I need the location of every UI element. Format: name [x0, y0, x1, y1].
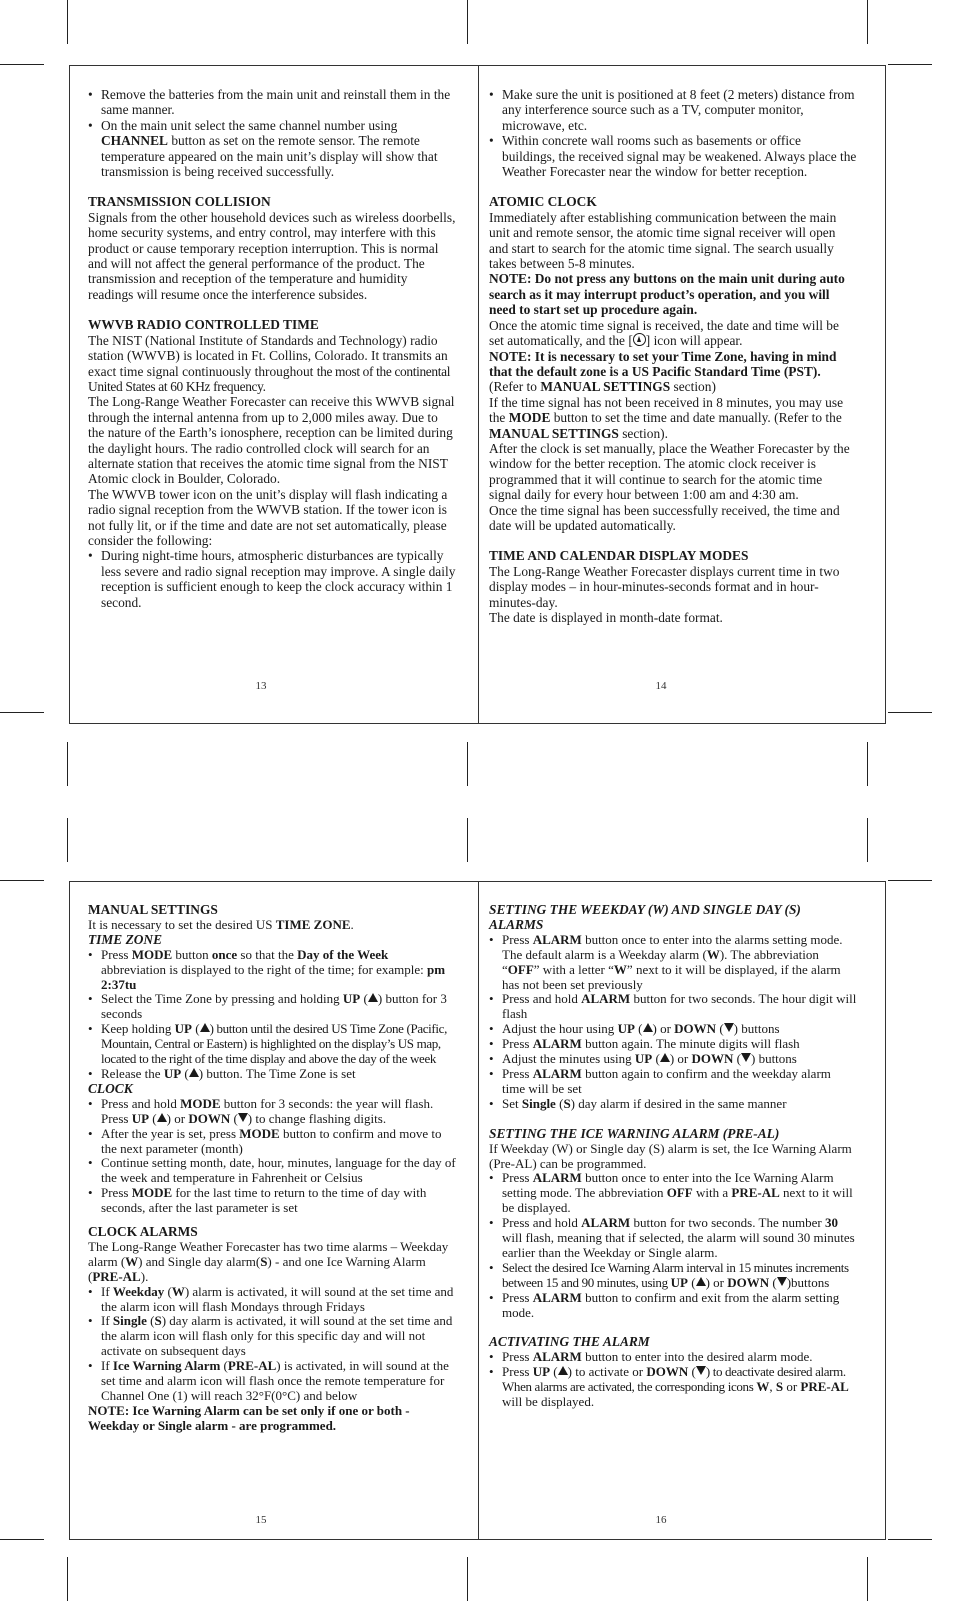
list-item: • Remove the batteries from the main unit and reinstall them in the same manner.: [88, 87, 456, 118]
up-arrow-icon: [643, 1023, 653, 1032]
list-item: • Within concrete wall rooms such as basements or office buildings, the received signal may be weakened. Always place the Weather Forecaster near the window for better reception.: [489, 133, 857, 179]
page-number: 14: [655, 680, 667, 692]
sheet-bottom: [69, 881, 886, 1540]
page-divider: [478, 66, 479, 723]
paragraph: The Long-Range Weather Forecaster displays current time in two display modes – in hour-minutes-seconds format and in hour-minutes-day.: [489, 563, 840, 610]
bullet-list: [88, 1285, 456, 1404]
paragraph: If Weekday (W) or Single day (S) alarm is set, the Ice Warning Alarm (Pre-AL) can be programmed.: [489, 1140, 852, 1171]
bullet-list: [489, 1171, 857, 1320]
subsection-heading: TIME ZONE: [88, 931, 163, 947]
list-item: • Press ALARM button once to enter into the alarms setting mode. The default alarm is a Weekday alarm (W). The abbreviation “OFF” with a letter “W” next to it will be displayed, if the alarm has not been set previously: [489, 933, 857, 993]
list-item: • Keep holding UP ( ) button until the desired US Time Zone (Pacific, Mountain, Central or Eastern) is highlighted on the display’s US map, located to the right of the time display and above the day of the week: [88, 1022, 456, 1067]
list-item: • On the main unit select the same channel number using CHANNEL button as set on the remote sensor. The remote temperature appeared on the main unit’s display will show that transmission is being received successfully.: [88, 118, 456, 180]
crop-mark: [867, 818, 868, 862]
down-arrow-icon: [777, 1277, 787, 1286]
list-item: • Select the desired Ice Warning Alarm interval in 15 minutes increments between 15 and 90 minutes, using UP ( ) or DOWN ( )buttons: [489, 1261, 857, 1291]
paragraph: The WWVB tower icon on the unit’s display will flash indicating a radio signal reception from the WWVB station. If the tower icon is not fully lit, or if the time and date are not set automatically, please consider the following:: [88, 486, 448, 548]
note: NOTE: Do not press any buttons on the main unit during auto search as it may interrupt product’s operation, and you will need to start set up procedure again.: [489, 271, 845, 318]
note: NOTE: Ice Warning Alarm can be set only if one or both - Weekday or Single alarm - are programmed.: [88, 1402, 410, 1433]
bullet-list: [489, 933, 857, 1112]
list-item: • If Ice Warning Alarm (PRE-AL) is activated, in will sound at the set time and alarm icon will flash once the remote temperature for Channel One (1) will reach 32°F(0°C) and below: [88, 1359, 456, 1404]
list-item: • Make sure the unit is positioned at 8 feet (2 meters) distance from any interference source such as a TV, computer monitor, microwave, etc.: [489, 87, 857, 133]
crop-mark: [467, 1557, 468, 1601]
list-item: • Press UP ( ) to activate or DOWN ( ) to deactivate desired alarm. When alarms are activated, the corresponding icons W, S or PRE-AL will be displayed.: [489, 1365, 857, 1410]
paragraph: The Long-Range Weather Forecaster has two time alarms – Weekday alarm (W) and Single day alarm(S) - and one Ice Warning Alarm (PRE-AL).: [88, 1238, 449, 1284]
crop-mark: [467, 742, 468, 786]
page-16: [489, 903, 857, 1410]
paragraph: The date is displayed in month-date format.: [489, 610, 723, 625]
crop-mark: [0, 712, 44, 713]
crop-mark: [67, 818, 68, 862]
list-item: • If Weekday (W) alarm is activated, it will sound at the set time and the alarm icon will flash Mondays through Fridays: [88, 1285, 456, 1315]
paragraph: If the time signal has not been received in 8 minutes, you may use the MODE button to set the time and date manually. (Refer to the MANUAL SETTINGS section).: [489, 394, 844, 441]
up-arrow-icon: [558, 1366, 568, 1375]
up-arrow-icon: [157, 1113, 167, 1122]
list-item: • Press ALARM button again. The minute digits will flash: [489, 1037, 857, 1052]
crop-mark: [888, 880, 932, 881]
up-arrow-icon: [200, 1023, 210, 1032]
paragraph: Signals from the other household devices such as wireless doorbells, home security systems, and entry control, may interfere with this product or cause temporary reception interruption. This is normal and will not affect the general performance of the product. The transmission and reception of the temperature and humidity readings will resume once the interference subsides.: [88, 209, 456, 302]
page-number: 15: [255, 1514, 267, 1526]
paragraph: After the clock is set manually, place the Weather Forecaster by the window for the better reception. The atomic clock receiver is programmed that it will continue to search for the atomic time signal daily for every hour between 1:00 am and 4:30 am.: [489, 440, 850, 503]
list-item: • Press ALARM button to confirm and exit from the alarm setting mode.: [489, 1291, 857, 1321]
section-heading: ATOMIC CLOCK: [489, 194, 597, 210]
crop-mark: [867, 742, 868, 786]
section-heading: CLOCK ALARMS: [88, 1224, 198, 1240]
up-arrow-icon: [189, 1068, 199, 1077]
crop-mark: [867, 1557, 868, 1601]
list-item: • Select the Time Zone by pressing and holding UP ( ) button for 3 seconds: [88, 992, 456, 1022]
up-arrow-icon: [660, 1053, 670, 1062]
paragraph: The NIST (National Institute of Standards and Technology) radio station (WWVB) is located in Ft. Collins, Colorado. It transmits an exact time signal continuously throughout the most of the continental United States at 60 KHz frequency.: [88, 332, 451, 394]
section-heading: SETTING THE ICE WARNING ALARM (PRE-AL): [489, 1125, 780, 1141]
paragraph: Once the atomic time signal is received, the date and time will be set automatically, and the [ ] icon will appear.: [489, 317, 839, 349]
crop-mark: [867, 0, 868, 44]
down-arrow-icon: [741, 1053, 751, 1062]
crop-mark: [888, 712, 932, 713]
tower-icon: [633, 333, 646, 346]
page-15: [88, 903, 456, 1434]
page-divider: [478, 882, 479, 1539]
list-item: • Adjust the minutes using UP ( ) or DOWN ( ) buttons: [489, 1052, 857, 1067]
paragraph: Once the time signal has been successfully received, the time and date will be updated automatically.: [489, 502, 840, 533]
crop-mark: [467, 0, 468, 44]
paragraph: Immediately after establishing communication between the main unit and remote sensor, the atomic time signal receiver will open and start to search for the atomic time signal. The search usually takes between 5-8 minutes.: [489, 209, 837, 272]
subsection-heading: CLOCK: [88, 1080, 133, 1096]
crop-mark: [0, 880, 44, 881]
crop-mark: [467, 818, 468, 862]
list-item: • Press ALARM button to enter into the desired alarm mode.: [489, 1350, 857, 1365]
sheet-top: [69, 65, 886, 724]
crop-mark: [0, 1539, 44, 1540]
note: NOTE: It is necessary to set your Time Zone, having in mind that the default zone is a US Pacific Standard Time (PST). (Refer to MANUAL SETTINGS section): [489, 348, 837, 395]
list-item: • Press MODE button once so that the Day of the Week abbreviation is displayed to the right of the time; for example: pm 2:37tu: [88, 948, 456, 993]
bullet-list: [88, 1097, 456, 1216]
page-number: 16: [655, 1514, 667, 1526]
paragraph: It is necessary to set the desired US TIME ZONE.: [88, 916, 354, 932]
list-item: • Press ALARM button again to confirm and the weekday alarm time will be set: [489, 1067, 857, 1097]
section-heading: TRANSMISSION COLLISION: [88, 194, 271, 210]
crop-mark: [888, 1539, 932, 1540]
section-heading: WWVB RADIO CONTROLLED TIME: [88, 317, 319, 333]
crop-mark: [888, 64, 932, 65]
list-item: • Press and hold ALARM button for two seconds. The hour digit will flash: [489, 992, 857, 1022]
list-item: • Press MODE for the last time to return to the time of day with seconds, after the last parameter is set: [88, 1186, 456, 1216]
list-item: • Continue setting month, date, hour, minutes, language for the day of the week and temperature in Fahrenheit or Celsius: [88, 1156, 456, 1186]
section-heading: SETTING THE WEEKDAY (W) AND SINGLE DAY (S) ALARMS: [489, 902, 801, 932]
crop-mark: [0, 64, 44, 65]
crop-mark: [67, 0, 68, 44]
down-arrow-icon: [724, 1023, 734, 1032]
list-item: • Press ALARM button once to enter into the Ice Warning Alarm setting mode. The abbreviation OFF with a PRE-AL next to it will be displayed.: [489, 1171, 857, 1216]
section-heading: MANUAL SETTINGS: [88, 902, 218, 917]
list-item: • Press and hold ALARM button for two seconds. The number 30 will flash, meaning that if selected, the alarm will sound 30 minutes earlier than the Weekday or Single alarm.: [489, 1216, 857, 1261]
list-item: • During night-time hours, atmospheric disturbances are typically less severe and radio signal reception may improve. A single daily reception is sufficient enough to keep the clock accuracy within 1 second.: [88, 548, 456, 610]
list-item: • If Single (S) day alarm is activated, it will sound at the set time and the alarm icon will flash only for this specific day and will not activate on subsequent days: [88, 1314, 456, 1359]
up-arrow-icon: [368, 993, 378, 1002]
list-item: • After the year is set, press MODE button to confirm and move to the next parameter (month): [88, 1127, 456, 1157]
down-arrow-icon: [696, 1366, 706, 1375]
bullet-list: [88, 948, 456, 1082]
list-item: • Set Single (S) day alarm if desired in the same manner: [489, 1097, 857, 1112]
intro-list: [489, 87, 857, 179]
down-arrow-icon: [238, 1113, 248, 1122]
list-item: • Adjust the hour using UP ( ) or DOWN ( ) buttons: [489, 1022, 857, 1037]
bullet-list: [88, 548, 456, 610]
list-item: • Press and hold MODE button for 3 seconds: the year will flash. Press UP ( ) or DOWN ( ) to change flashing digits.: [88, 1097, 456, 1127]
intro-list: [88, 87, 456, 179]
paragraph: The Long-Range Weather Forecaster can receive this WWVB signal through the internal antenna from up to 2,000 miles away. Due to the nature of the Earth’s ionosphere, reception can be limited during the daylight hours. The radio controlled clock will search for an alternate station that receives the atomic time signal from the NIST Atomic clock in Boulder, Colorado.: [88, 394, 455, 487]
page-number: 13: [255, 680, 267, 692]
section-heading: TIME AND CALENDAR DISPLAY MODES: [489, 548, 749, 564]
crop-mark: [67, 742, 68, 786]
section-heading: ACTIVATING THE ALARM: [489, 1334, 650, 1350]
list-item: • Release the UP ( ) button. The Time Zone is set: [88, 1067, 456, 1082]
bullet-list: [489, 1350, 857, 1410]
up-arrow-icon: [696, 1277, 706, 1286]
page-14: [489, 87, 857, 625]
crop-mark: [67, 1557, 68, 1601]
page-13: [88, 87, 456, 610]
